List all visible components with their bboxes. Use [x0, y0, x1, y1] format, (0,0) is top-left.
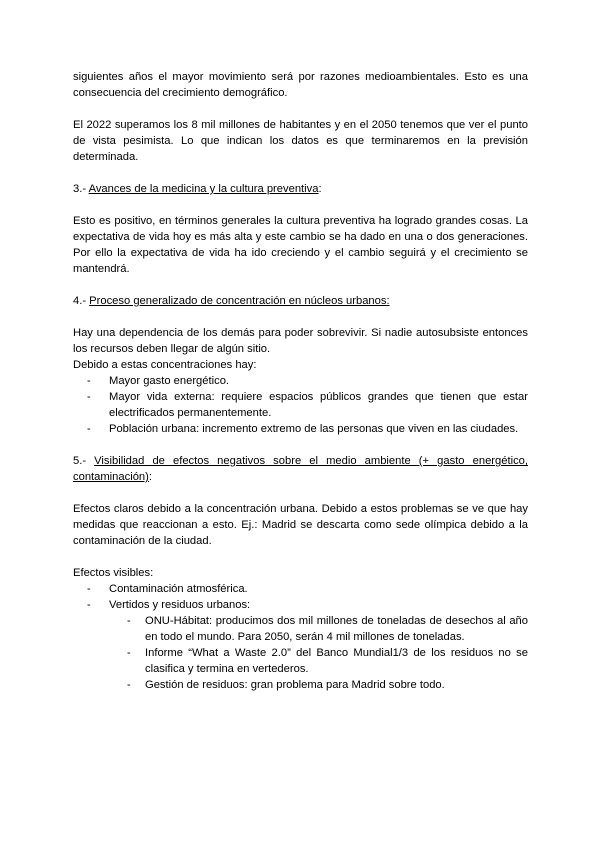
- bullet-dash: -: [87, 391, 91, 403]
- visible-effects-label: Efectos visibles:: [73, 567, 154, 579]
- list-item: [73, 581, 528, 597]
- list-item: [73, 597, 528, 693]
- sublist-item-text: Gestión de residuos: gran problema para Madrid sobre todo.: [145, 679, 445, 691]
- section-4-paragraph-2: Debido a estas concentraciones hay:: [73, 359, 257, 371]
- list-item-text: Mayor gasto energético.: [109, 375, 230, 387]
- bullet-dash: -: [87, 375, 91, 387]
- list-item-text: Población urbana: incremento extremo de las personas que viven en las ciudades.: [109, 423, 519, 435]
- section-5-list: [73, 581, 528, 693]
- intro-paragraph-2: El 2022 superamos los 8 mil millones de habitantes y en el 2050 tenemos que ver el punto de vista pesimista. Lo que indican los datos es que terminaremos en la previsión determinada.: [73, 119, 528, 163]
- bullet-dash: -: [87, 423, 91, 435]
- section-3-number: 3.-: [73, 183, 87, 195]
- intro-paragraph-1: siguientes años el mayor movimiento será por razones medioambientales. Esto es una consecuencia del crecimiento demográfico.: [73, 71, 528, 99]
- bullet-dash: -: [127, 647, 131, 659]
- section-5-sublist: [109, 613, 528, 693]
- section-4-paragraph-1: Hay una dependencia de los demás para poder sobrevivir. Si nadie autosubsiste entonces los recursos deben llegar de algún sitio.: [73, 327, 528, 355]
- section-5-paragraph: Efectos claros debido a la concentración urbana. Debido a estos problemas se ve que hay medidas que reaccionan a esto. Ej.: Madrid se descarta como sede olímpica debido a la contaminación de la ciudad.: [73, 503, 528, 547]
- list-item: [73, 373, 528, 389]
- document-body: [73, 69, 528, 693]
- bullet-dash: -: [87, 599, 91, 611]
- section-3-paragraph: Esto es positivo, en términos generales la cultura preventiva ha logrado grandes cosas. La expectativa de vida hoy es más alta y este cambio se ha dado en una o dos generaciones. Por ello la expectativa de vida ha ido creciendo y el cambio seguirá y el crecimiento se mantendrá.: [73, 215, 528, 275]
- section-3-suffix: :: [318, 183, 322, 195]
- list-item-text: Contaminación atmosférica.: [109, 583, 248, 595]
- section-4-list: [73, 373, 528, 437]
- section-4-number: 4.-: [73, 295, 87, 307]
- section-5-number: 5.-: [73, 455, 87, 467]
- bullet-dash: -: [127, 679, 131, 691]
- list-item: [73, 421, 528, 437]
- list-item-text: Vertidos y residuos urbanos:: [109, 599, 251, 611]
- section-4-title: Proceso generalizado de concentración en núcleos urbanos:: [89, 295, 390, 307]
- sublist-item-text: ONU-Hábitat: producimos dos mil millones de toneladas de desechos al año en todo el mundo. Para 2050, serán 4 mil millones de toneladas.: [145, 615, 528, 643]
- section-5-title: Visibilidad de efectos negativos sobre el medio ambiente (+ gasto energético, contaminación): [73, 455, 528, 483]
- sublist-item: [109, 677, 528, 693]
- sublist-item: [109, 613, 528, 645]
- bullet-dash: -: [87, 583, 91, 595]
- section-3-title: Avances de la medicina y la cultura preventiva: [88, 183, 319, 195]
- sublist-item: [109, 645, 528, 677]
- section-5-heading: [73, 453, 528, 485]
- list-item-text: Mayor vida externa: requiere espacios públicos grandes que tienen que estar electrificados permanentemente.: [109, 391, 528, 419]
- section-5-suffix: :: [148, 471, 152, 483]
- bullet-dash: -: [127, 615, 131, 627]
- list-item: [73, 389, 528, 421]
- sublist-item-text: Informe “What a Waste 2.0” del Banco Mundial1/3 de los residuos no se clasifica y termina en vertederos.: [145, 647, 528, 675]
- section-4-heading: [73, 293, 528, 309]
- section-3-heading: [73, 181, 528, 197]
